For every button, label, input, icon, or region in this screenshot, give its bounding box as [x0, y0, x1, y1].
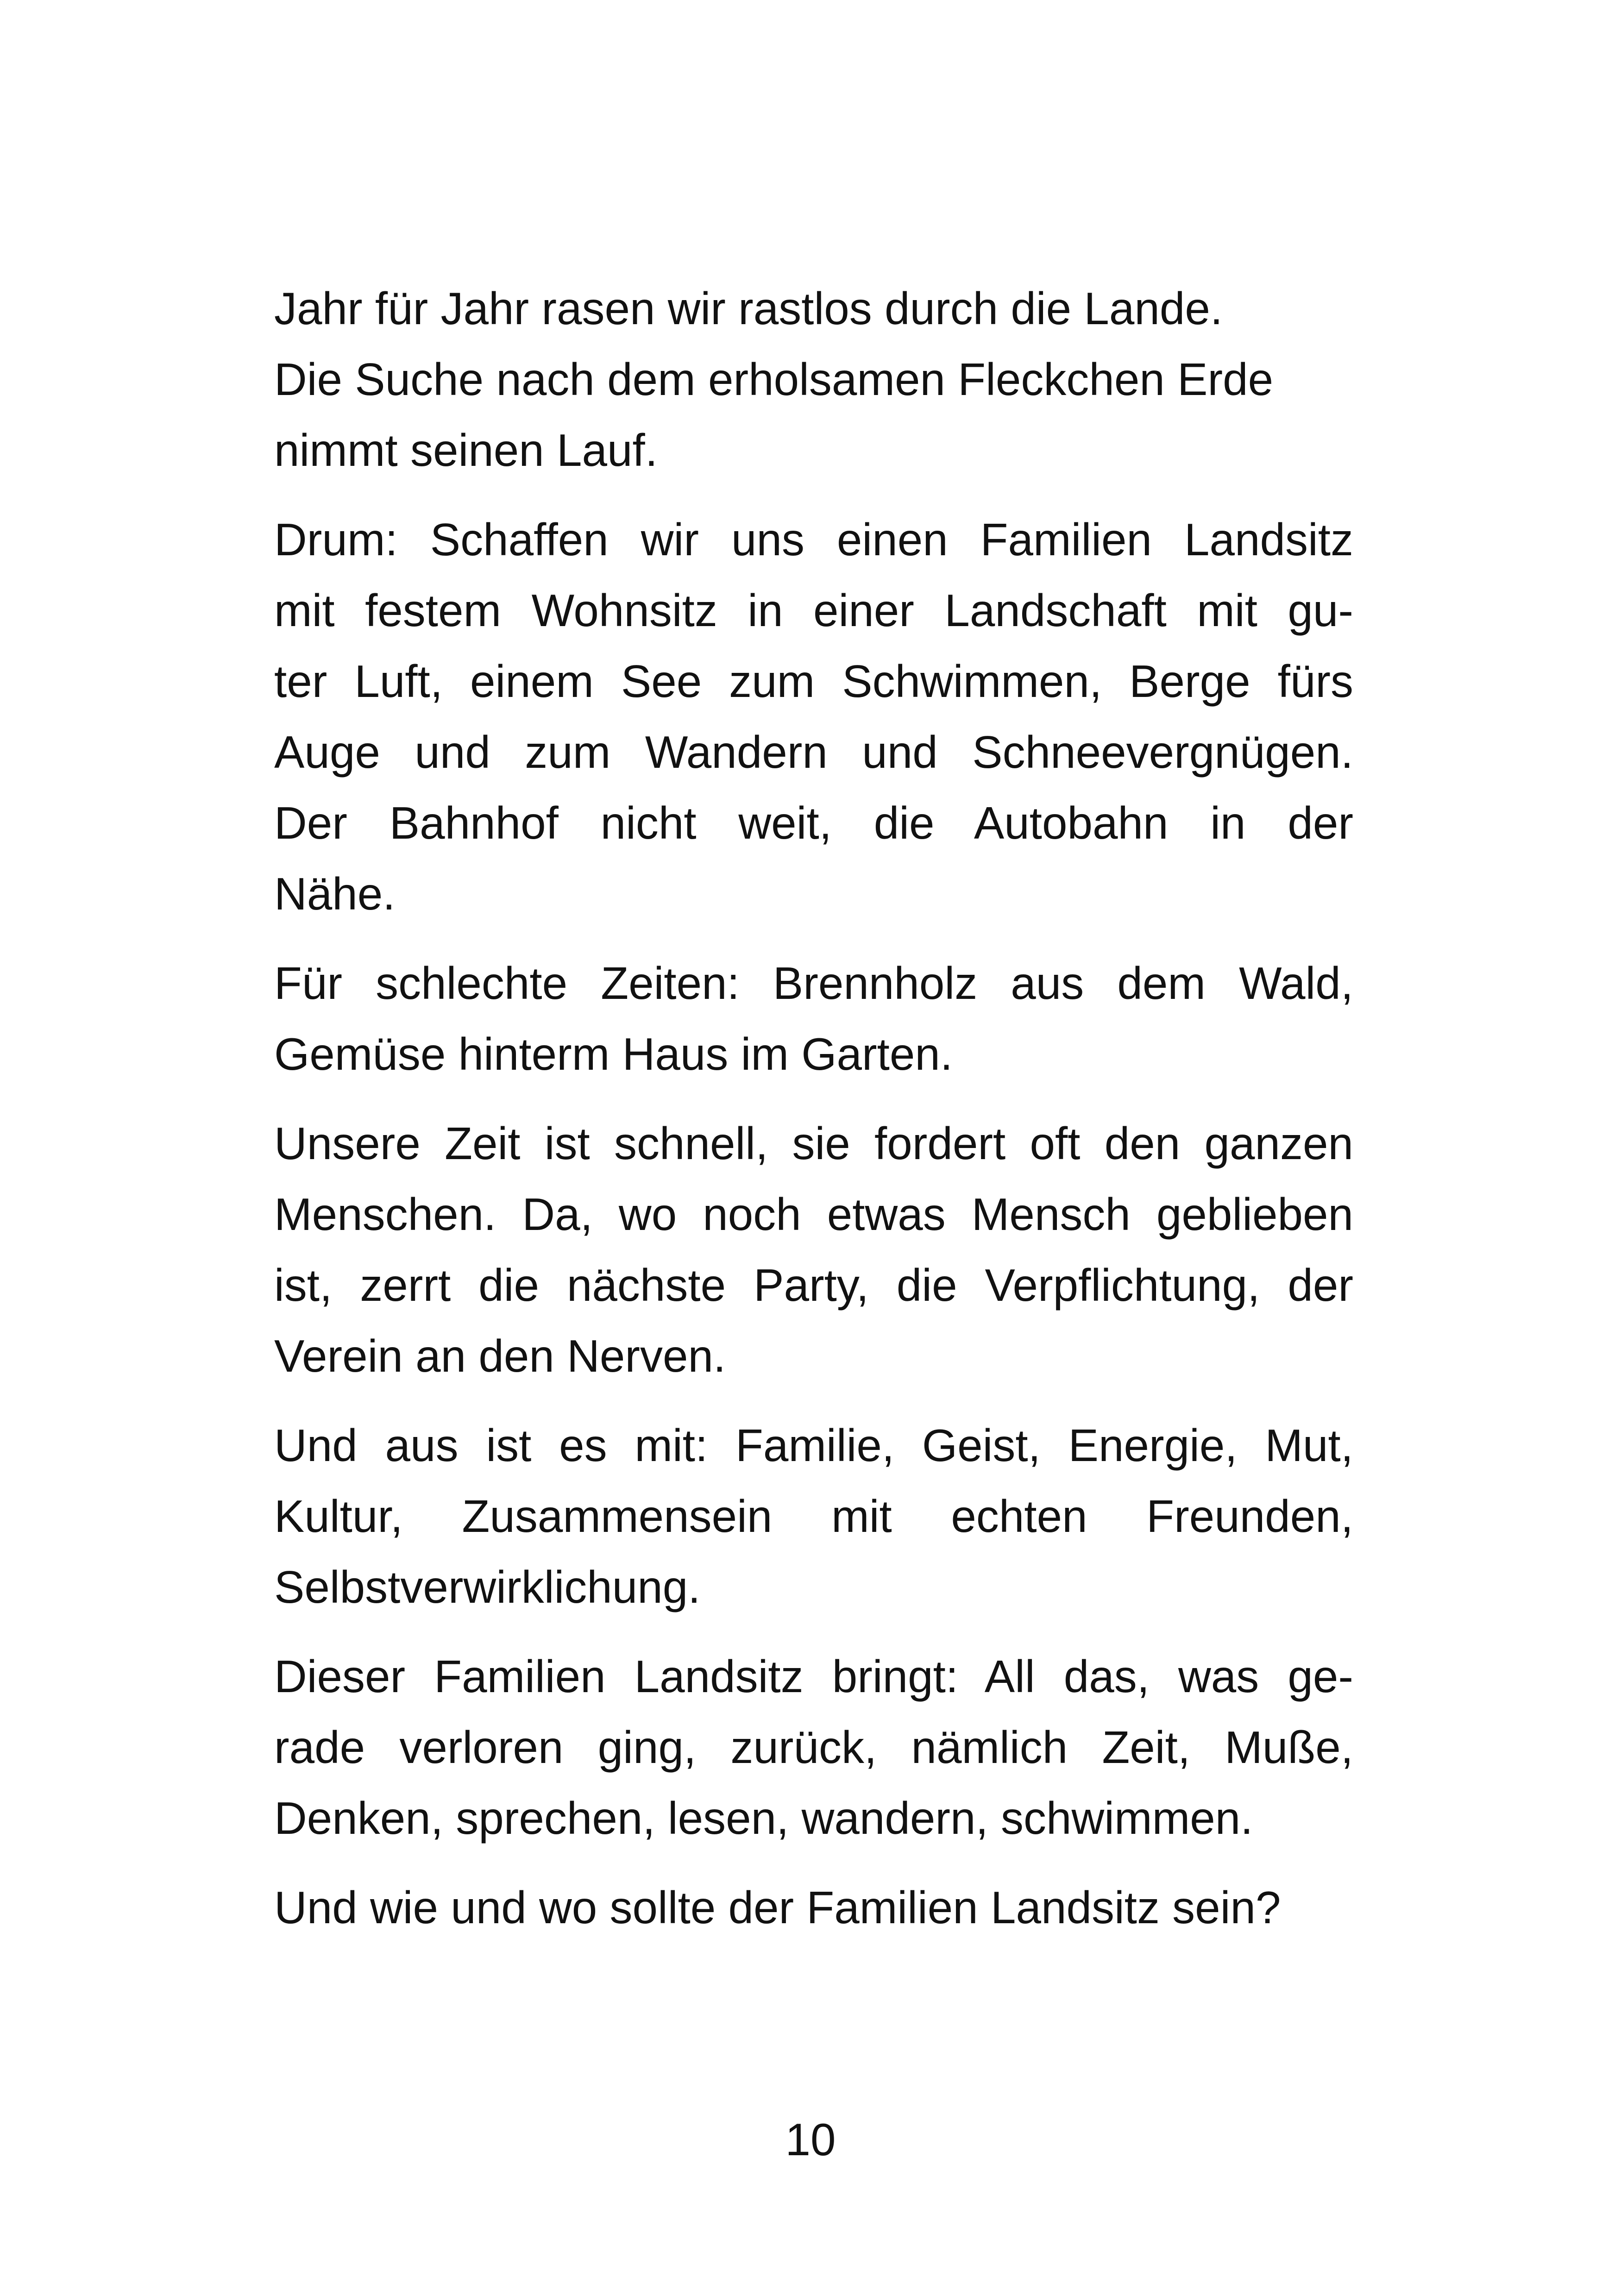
- text-line: Unsere Zeit ist schnell, sie fordert oft den ganzen: [274, 1118, 1353, 1169]
- text-line: Kultur, Zusammensein mit echten Freunden,: [274, 1491, 1353, 1542]
- text-line: Drum: Schaffen wir uns einen Familien Landsitz: [274, 514, 1353, 565]
- text-line: Und wie und wo sollte der Familien Landsitz sein?: [274, 1882, 1281, 1933]
- text-line: Denken, sprechen, lesen, wandern, schwimmen.: [274, 1793, 1253, 1844]
- text-line: Menschen. Da, wo noch etwas Mensch geblieben: [274, 1189, 1353, 1240]
- paragraph: [274, 1641, 1353, 1854]
- text-line: Und aus ist es mit: Familie, Geist, Energie, Mut,: [274, 1420, 1353, 1471]
- body-text: [274, 273, 1353, 1962]
- text-line: Nähe.: [274, 868, 396, 919]
- text-line: ter Luft, einem See zum Schwimmen, Berge fürs: [274, 656, 1353, 707]
- paragraph: [274, 504, 1353, 929]
- text-line: Der Bahnhof nicht weit, die Autobahn in der: [274, 797, 1353, 848]
- paragraph: [274, 1410, 1353, 1623]
- text-line: Für schlechte Zeiten: Brennholz aus dem Wald,: [274, 958, 1353, 1009]
- text-line: Jahr für Jahr rasen wir rastlos durch die Lande.: [274, 283, 1223, 334]
- text-line: Dieser Familien Landsitz bringt: All das, was ge-: [274, 1651, 1353, 1702]
- text-line: Die Suche nach dem erholsamen Fleckchen Erde: [274, 354, 1274, 405]
- text-line: Auge und zum Wandern und Schneevergnügen.: [274, 727, 1353, 778]
- text-line: mit festem Wohnsitz in einer Landschaft mit gu-: [274, 585, 1353, 636]
- text-line: Gemüse hinterm Haus im Garten.: [274, 1029, 953, 1079]
- paragraph: [274, 948, 1353, 1090]
- paragraph: [274, 273, 1353, 486]
- text-line: Verein an den Nerven.: [274, 1330, 726, 1381]
- text-line: ist, zerrt die nächste Party, die Verpflichtung, der: [274, 1260, 1353, 1311]
- text-line: rade verloren ging, zurück, nämlich Zeit, Muße,: [274, 1722, 1353, 1773]
- text-line: Selbstverwirklichung.: [274, 1562, 701, 1612]
- text-line: nimmt seinen Lauf.: [274, 425, 658, 476]
- page-number: 10: [785, 2114, 836, 2165]
- paragraph: [274, 1108, 1353, 1392]
- paragraph: [274, 1872, 1353, 1943]
